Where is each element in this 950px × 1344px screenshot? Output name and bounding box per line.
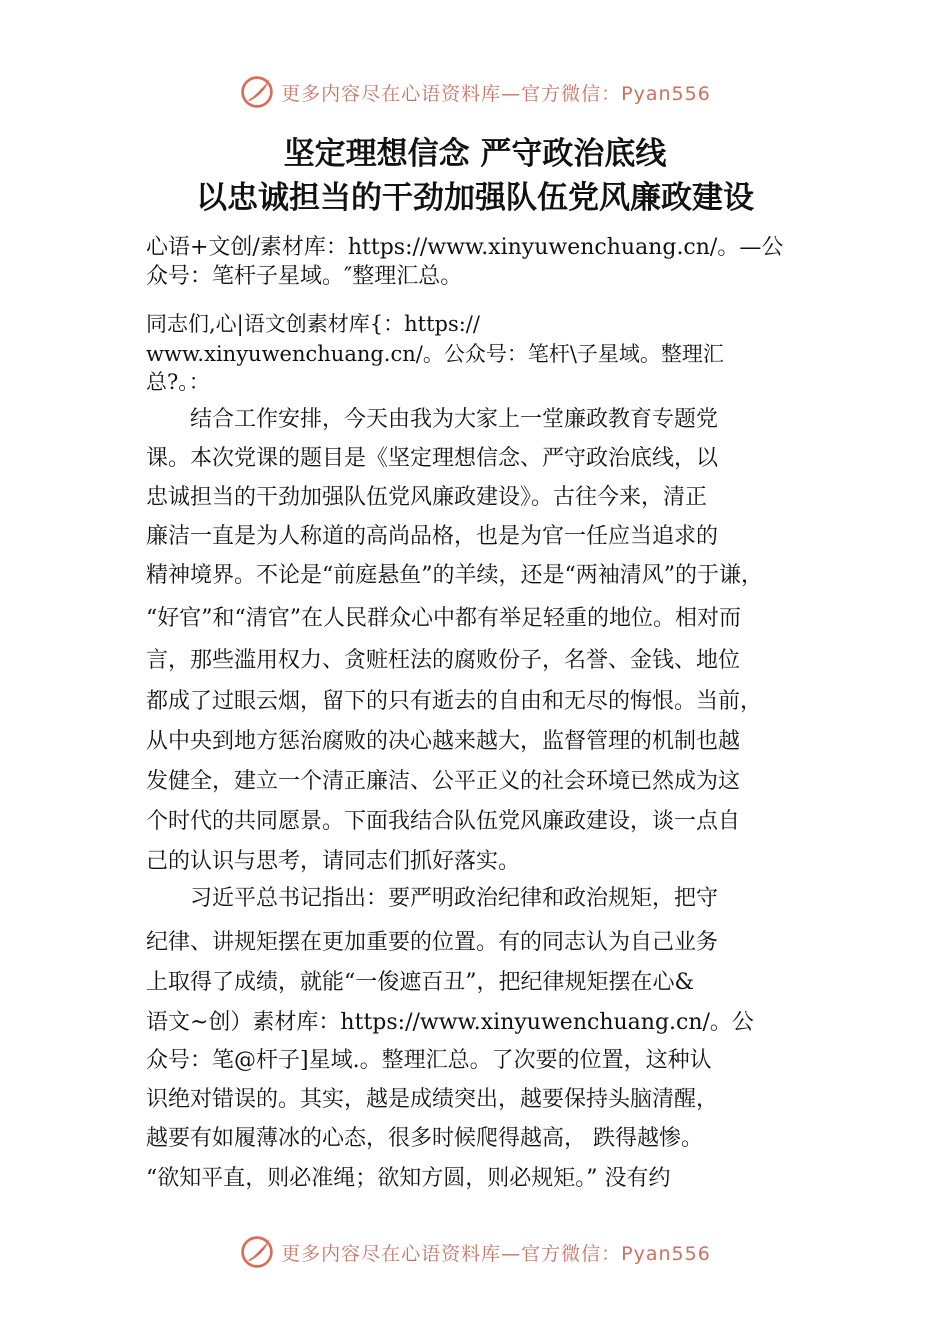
quill-logo-icon <box>239 74 275 110</box>
paragraph-line: 识绝对错误的。其实，越是成绩突出，越要保持头脑清醒， <box>146 1087 719 1112</box>
quill-logo-icon <box>239 1234 275 1270</box>
footer-banner <box>0 1232 950 1272</box>
header-banner <box>0 72 950 112</box>
paragraph-line: “好官”和“清官”在人民群众心中都有举足轻重的地位。相对而 <box>146 606 741 631</box>
paragraph-line: 己的认识与思考，请同志们抓好落实。 <box>146 849 521 874</box>
paragraph-line: 个时代的共同愿景。下面我结合队伍党风廉政建设，谈一点自 <box>146 809 741 834</box>
document-title-line-1: 坚定理想信念 严守政治底线 <box>283 136 667 172</box>
paragraph-line: “欲知平直，则必准绳；欲知方圆，则必规矩。” 没有约 <box>146 1166 671 1191</box>
paragraph-line: 从中央到地方惩治腐败的决心越来越大，监督管理的机制也越 <box>146 729 741 754</box>
paragraph-line: 言，那些滥用权力、贪赃枉法的腐败份子，名誉、金钱、地位 <box>146 648 741 673</box>
paragraph-line: 越要有如履薄冰的心态，很多时候爬得越高， 跌得越惨。 <box>146 1126 703 1151</box>
paragraph-line: 发健全，建立一个清正廉洁、公平正义的社会环境已然成为这 <box>146 769 741 794</box>
paragraph-line: 结合工作安排，今天由我为大家上一堂廉政教育专题党 <box>146 407 719 432</box>
notice-line-1: 心语+文创/素材库：https://www.xinyuwenchuang.cn/。—公 <box>146 235 784 260</box>
greeting-line-1: 同志们,心|语文创素材库{：https:// <box>146 312 480 336</box>
paragraph-line: 上取得了成绩，就能“一俊遮百丑”，把纪律规矩摆在心& <box>146 970 695 995</box>
paragraph-line: 众号：笔@杆子]星域.。整理汇总。了次要的位置，这种认 <box>146 1048 712 1073</box>
paragraph-line: 语文~创）素材库：https://www.xinyuwenchuang.cn/。公 <box>146 1010 754 1035</box>
paragraph-line: 廉洁一直是为人称道的高尚品格，也是为官一任应当追求的 <box>146 524 719 549</box>
paragraph-line: 都成了过眼云烟，留下的只有逝去的自由和无尽的悔恨。当前， <box>146 689 763 714</box>
paragraph-line: 课。本次党课的题目是《坚定理想信念、严守政治底线，以 <box>146 446 719 471</box>
paragraph-line: 习近平总书记指出：要严明政治纪律和政治规矩，把守 <box>146 886 719 911</box>
document-title-line-2: 以忠诚担当的干劲加强队伍党风廉政建设 <box>196 180 754 216</box>
header-banner-text[interactable]: 更多内容尽在心语资料库—官方微信：Pyan556 <box>281 82 711 105</box>
paragraph-line: 纪律、讲规矩摆在更加重要的位置。有的同志认为自己业务 <box>146 930 719 955</box>
greeting-line-2: www.xinyuwenchuang.cn/。公众号：笔杆\子星域。整理汇 <box>146 342 724 366</box>
notice-line-2: 众号：笔杆子星域。″整理汇总。 <box>146 264 463 289</box>
paragraph-line: 忠诚担当的干劲加强队伍党风廉政建设》。古往今来，清正 <box>146 485 708 510</box>
footer-banner-text[interactable]: 更多内容尽在心语资料库—官方微信：Pyan556 <box>281 1242 711 1265</box>
greeting-line-3: 总?。： <box>146 370 210 394</box>
paragraph-line: 精神境界。不论是“前庭悬鱼”的羊续，还是“两袖清风”的于谦， <box>146 563 763 588</box>
